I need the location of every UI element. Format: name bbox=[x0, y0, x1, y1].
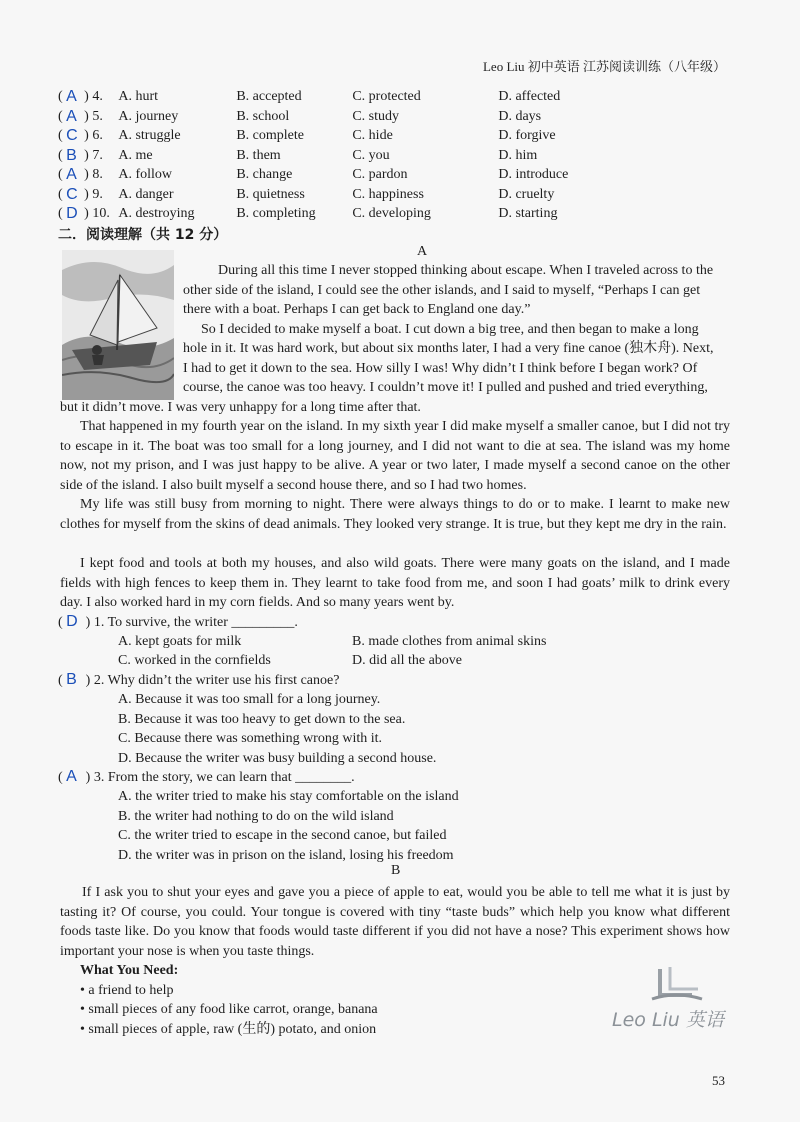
answer-letter: B bbox=[66, 146, 77, 164]
paren-open: ( bbox=[58, 108, 67, 124]
question-text: 2. Why didn’t the writer use his first canoe? bbox=[93, 673, 340, 688]
option-b: B. quietness bbox=[236, 186, 305, 202]
option-b: B. completing bbox=[236, 206, 316, 221]
question-text: 1. To survive, the writer _________. bbox=[93, 615, 298, 630]
option-b: B. change bbox=[236, 167, 293, 182]
passage-a-p2-line5: but it didn’t move. I was very unhappy for a long time after that. bbox=[60, 400, 421, 415]
paren-open: ( bbox=[58, 89, 67, 104]
answer-option: B. Because it was too heavy to get down to the sea. bbox=[118, 711, 406, 727]
answer-letter: C bbox=[66, 185, 78, 203]
option-d: D. starting bbox=[498, 206, 558, 221]
question-number: 10. bbox=[92, 206, 110, 221]
passage-a-p4: My life was still busy from morning to night. There were always things to do or to make. I learnt to make new clothes for myself from the skins of dead animals. They looked very strange. It is true, but they kept me dry in the rain. bbox=[60, 497, 730, 532]
question-stem bbox=[58, 612, 298, 633]
what-you-need-heading: What You Need: bbox=[80, 963, 179, 978]
option-c: C. protected bbox=[352, 89, 421, 104]
option-c: C. happiness bbox=[352, 186, 424, 202]
cloze-answer-row bbox=[58, 185, 758, 205]
option-b: B. school bbox=[236, 108, 290, 124]
cloze-answer-row bbox=[58, 165, 758, 185]
cloze-answer-list bbox=[58, 87, 758, 224]
page-number: 53 bbox=[712, 1073, 725, 1088]
paren-open: ( bbox=[58, 147, 67, 163]
option-c: C. pardon bbox=[352, 167, 408, 182]
option-d: D. forgive bbox=[498, 128, 556, 143]
option-d: D. affected bbox=[498, 89, 561, 104]
passage-a-p1-line2: other side of the island, I could see the other islands, and I said to myself, “Perhaps I can get bbox=[183, 283, 701, 298]
option-a: A. danger bbox=[118, 186, 174, 202]
option-c: C. hide bbox=[352, 128, 393, 143]
option-a: A. journey bbox=[118, 108, 179, 124]
question-number: 7. bbox=[92, 147, 103, 163]
question-number: 6. bbox=[92, 128, 103, 143]
answer-option: D. the writer was in prison on the island, losing his freedom bbox=[118, 847, 454, 863]
paren-open: ( bbox=[58, 770, 67, 785]
cloze-answer-row bbox=[58, 126, 758, 146]
paren-close: ) bbox=[84, 206, 93, 221]
paren-close: ) bbox=[82, 615, 94, 630]
running-header: Leo Liu 初中英语 江苏阅读训练（八年级） bbox=[482, 59, 726, 74]
cloze-answer-row bbox=[58, 146, 758, 166]
option-b: B. accepted bbox=[236, 89, 302, 104]
answer-option: C. worked in the cornfields bbox=[118, 653, 271, 668]
leo-liu-logo bbox=[612, 965, 732, 1035]
section-title: 二．阅读理解（共 12 分） bbox=[58, 227, 228, 243]
passage-a-p2-line3: I had to get it down to the sea. How silly I was! Why didn’t I think before I began work? Of bbox=[183, 361, 698, 376]
option-a: A. follow bbox=[118, 167, 173, 182]
paren-close: ) bbox=[84, 186, 93, 202]
passage-a-p2-line2: hole in it. It was hard work, but about six months later, I had a very fine canoe (独木舟). Next, bbox=[183, 341, 714, 356]
passage-a-p1-line1: During all this time I never stopped thinking about escape. When I traveled across to the bbox=[218, 263, 714, 278]
passage-b-p1: If I ask you to shut your eyes and gave you a piece of apple to eat, would you be able to tell me what it is just by tasting it? Of course, you could. Your tongue is covered with tiny “taste buds” which help you know what different foods taste like. Do you know that foods would taste different if you did not have a nose? This experiment shows how important your nose is when you taste things. bbox=[60, 885, 730, 959]
answer-letter: A bbox=[66, 88, 77, 105]
question-number: 9. bbox=[92, 186, 103, 202]
paren-close: ) bbox=[84, 128, 93, 143]
paren-close: ) bbox=[84, 89, 93, 104]
paren-open: ( bbox=[58, 167, 67, 182]
answer-letter: A bbox=[66, 107, 77, 125]
logo-text: Leo Liu 英语 bbox=[612, 1009, 724, 1031]
paren-close: ) bbox=[82, 673, 94, 688]
passage-a-letter: A bbox=[417, 244, 428, 259]
answer-letter: A bbox=[66, 166, 77, 183]
answer-option: D. did all the above bbox=[352, 653, 463, 668]
paren-close: ) bbox=[82, 770, 94, 785]
need-item: • small pieces of apple, raw (生的) potato, and onion bbox=[80, 1022, 377, 1037]
need-item: • a friend to help bbox=[80, 983, 174, 998]
option-a: A. me bbox=[118, 147, 153, 163]
question-number: 5. bbox=[92, 108, 103, 124]
logo-mark-icon bbox=[646, 965, 706, 1005]
answer-letter: D bbox=[66, 205, 78, 222]
paren-close: ) bbox=[84, 108, 93, 124]
answer-option: C. the writer tried to escape in the second canoe, but failed bbox=[118, 828, 447, 843]
cloze-answer-row bbox=[58, 107, 758, 127]
passage-b-letter: B bbox=[391, 863, 401, 878]
paren-open: ( bbox=[58, 186, 67, 202]
option-b: B. them bbox=[236, 147, 281, 163]
passage-a-p2-line1: So I decided to make myself a boat. I cut down a big tree, and then began to make a long bbox=[201, 322, 699, 337]
question-stem bbox=[58, 670, 339, 691]
paren-open: ( bbox=[58, 673, 67, 688]
cloze-answer-row bbox=[58, 204, 758, 224]
option-b: B. complete bbox=[236, 128, 304, 143]
option-d: D. days bbox=[498, 108, 542, 124]
answer-letter: A bbox=[66, 768, 77, 785]
question-stem bbox=[58, 767, 355, 788]
option-a: A. destroying bbox=[118, 206, 195, 221]
answer-option: D. Because the writer was busy building a second house. bbox=[118, 750, 437, 766]
cloze-answer-row bbox=[58, 87, 758, 107]
option-d: D. cruelty bbox=[498, 186, 555, 202]
answer-option: C. Because there was something wrong with it. bbox=[118, 731, 383, 746]
option-d: D. introduce bbox=[498, 167, 569, 182]
answer-letter: C bbox=[66, 127, 78, 144]
paren-open: ( bbox=[58, 128, 67, 143]
paren-open: ( bbox=[58, 615, 67, 630]
question-text: 3. From the story, we can learn that ________. bbox=[93, 770, 355, 785]
question-number: 4. bbox=[92, 89, 103, 104]
answer-option: A. kept goats for milk bbox=[118, 634, 242, 649]
passage-a-p1-line3: there with a boat. Perhaps I can get back to England one day.” bbox=[183, 302, 531, 317]
answer-option: A. Because it was too small for a long journey. bbox=[118, 692, 381, 707]
passage-a-p2-line4: course, the canoe was too heavy. I couldn’t move it! I pulled and pushed and tried everything, bbox=[183, 380, 708, 395]
paren-close: ) bbox=[84, 167, 93, 182]
option-c: C. study bbox=[352, 108, 400, 124]
paren-open: ( bbox=[58, 206, 67, 221]
answer-letter: D bbox=[66, 613, 78, 630]
option-a: A. struggle bbox=[118, 128, 181, 143]
option-a: A. hurt bbox=[118, 89, 159, 104]
answer-option: B. made clothes from animal skins bbox=[352, 634, 547, 649]
passage-a-p3: That happened in my fourth year on the island. In my sixth year I did make myself a smaller canoe, but I did not try to escape in it. The boat was too small for a long journey, and I did not want to die at sea. The island was my home now, not my prison, and I was just happy to be alive. A year or two later, I made myself a second canoe on the other side of the island. I also built myself a second house there, and so I had two homes. bbox=[60, 419, 730, 493]
option-c: C. developing bbox=[352, 206, 431, 221]
answer-letter: B bbox=[66, 671, 77, 688]
paren-close: ) bbox=[84, 147, 93, 163]
question-number: 8. bbox=[92, 167, 103, 182]
answer-option: A. the writer tried to make his stay comfortable on the island bbox=[118, 789, 459, 804]
option-d: D. him bbox=[498, 147, 538, 163]
boat-illustration bbox=[62, 250, 174, 400]
option-c: C. you bbox=[352, 147, 390, 163]
need-item: • small pieces of any food like carrot, orange, banana bbox=[80, 1002, 378, 1017]
answer-option: B. the writer had nothing to do on the wild island bbox=[118, 808, 394, 824]
passage-a-p5: I kept food and tools at both my houses, and also wild goats. There were many goats on the island, and I made fields with high fences to keep them in. They learnt to take food from me, and soon I had goats’ milk to drink every day. I also worked hard in my corn fields. And so many years went by. bbox=[60, 556, 730, 610]
